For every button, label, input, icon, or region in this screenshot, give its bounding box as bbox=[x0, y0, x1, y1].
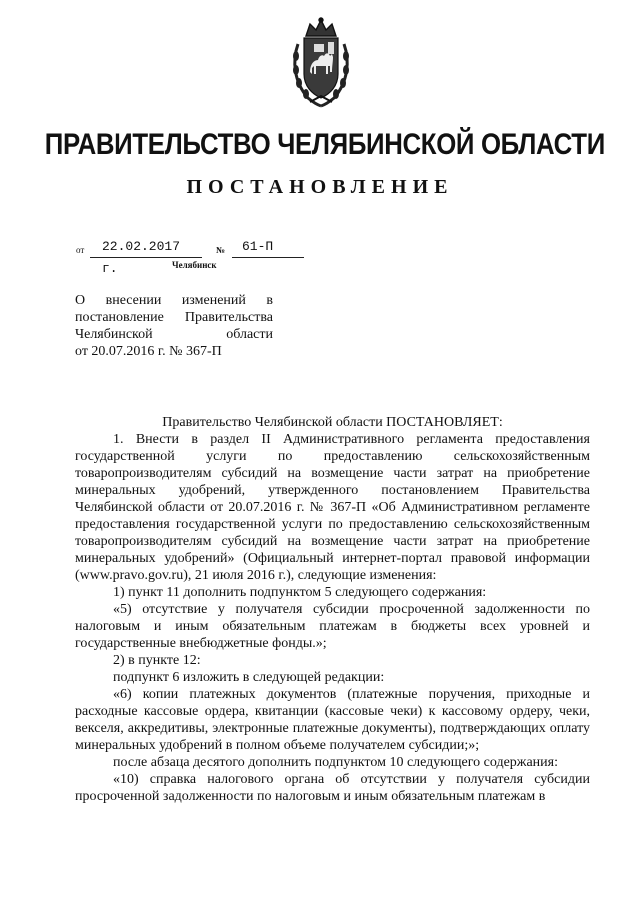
resolution-intro: Правительство Челябинской области ПОСТАНОВЛЯЕТ: bbox=[162, 415, 503, 430]
government-title: ПРАВИТЕЛЬСТВО ЧЕЛЯБИНСКОЙ ОБЛАСТИ bbox=[44, 128, 605, 161]
body-paragraph: подпункт 6 изложить в следующей редакции: bbox=[113, 670, 385, 685]
body-paragraph: «5) отсутствие у получателя субсидии просроченной задолженности по налоговым и иным обязательным платежам в бюджеты всех уровней и государственные внебюджетные фонды.»; bbox=[75, 602, 590, 651]
subject-line: Челябинской области bbox=[75, 327, 273, 342]
body-paragraph: «10) справка налогового органа об отсутствии у получателя субсидии просроченной задолженности по налоговым и иным обязательным платежам в bbox=[75, 772, 590, 804]
coat-of-arms-emblem bbox=[288, 16, 354, 108]
body-paragraph: 1) пункт 11 дополнить подпунктом 5 следующего содержания: bbox=[113, 585, 487, 600]
body-paragraph: 1. Внести в раздел II Административного регламента предоставления государственной услуги по предоставлению сельскохозяйственным товаропроизводителям субсидий на возмещение части затрат на приобретение минеральных удобрений, утвержденного постановлением Правительства Челябинской области от 20.07.2016 г. № 367-П «Об Административном регламенте предоставления государственной услуги по предоставлению сельскохозяйственным товаропроизводителям субсидий на возмещение части затрат на приобретение минеральных удобрений» (Официальный интернет-портал правовой информации (www.pravo.gov.ru), 21 июля 2016 г.), следующие изменения: bbox=[75, 432, 590, 583]
city-label: Челябинск bbox=[172, 260, 217, 270]
document-subject bbox=[75, 292, 273, 360]
document-type-title: ПОСТАНОВЛЕНИЕ bbox=[186, 176, 454, 198]
number-prefix-label: № bbox=[216, 245, 226, 255]
subject-line: постановление Правительства bbox=[75, 310, 273, 325]
subject-line: от 20.07.2016 г. № 367-П bbox=[75, 344, 222, 359]
document-number: 61-П bbox=[232, 236, 304, 258]
body-paragraph: 2) в пункте 12: bbox=[113, 653, 201, 668]
date-prefix-label: от bbox=[76, 245, 85, 255]
body-paragraph: после абзаца десятого дополнить подпунктом 10 следующего содержания: bbox=[113, 755, 558, 770]
body-paragraph: «6) копии платежных документов (платежные поручения, приходные и расходные кассовые ордера, квитанции (кассовые чеки) к кассовому ордеру, чеки, векселя, аккредитивы, электронные платежные документы), подтверждающих оплату минеральных удобрений в полном объеме получателем субсидии;»; bbox=[75, 687, 590, 753]
document-body bbox=[75, 414, 590, 805]
document-date: 22.02.2017 г. bbox=[90, 236, 202, 258]
subject-line: О внесении изменений в bbox=[75, 293, 273, 308]
